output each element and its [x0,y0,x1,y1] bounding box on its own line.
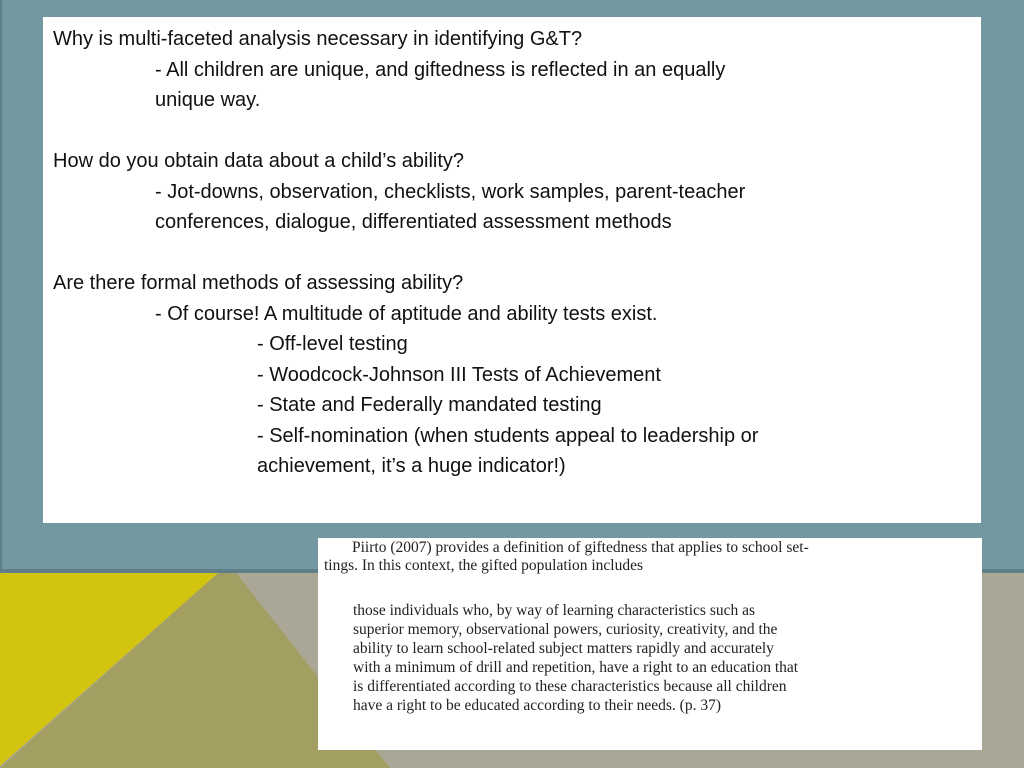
answer-3: - Of course! A multitude of aptitude and ability tests exist. [155,303,658,325]
quote-intro: Piirto (2007) provides a definition of giftedness that applies to school set- [352,539,809,556]
answer-1: - All children are unique, and giftedness is reflected in an equally [155,59,726,81]
question-2: How do you obtain data about a child’s ability? [53,150,465,172]
answer-1-cont: unique way. [155,89,261,111]
sub-item: - Off-level testing [257,333,408,355]
answer-2-cont: conferences, dialogue, differentiated assessment methods [155,211,672,233]
sub-item: - Self-nomination (when students appeal to leadership or [257,425,759,447]
quote-body-line: have a right to be educated according to their needs. (p. 37) [353,697,721,714]
sub-item-cont: achievement, it’s a huge indicator!) [257,455,566,477]
quote-intro: tings. In this context, the gifted population includes [324,557,643,574]
answer-2: - Jot-downs, observation, checklists, work samples, parent-teacher [155,181,746,203]
sub-item: - State and Federally mandated testing [257,394,602,416]
question-1: Why is multi-faceted analysis necessary in identifying G&T? [53,28,583,50]
quote-body-line: is differentiated according to these characteristics because all children [353,678,787,695]
quote-body-line: with a minimum of drill and repetition, have a right to an education that [353,659,799,676]
quote-body-line: those individuals who, by way of learning characteristics such as [353,602,756,619]
content-box [43,17,981,523]
quote-body-line: ability to learn school-related subject matters rapidly and accurately [353,640,774,657]
quote-image [318,538,982,750]
sub-item: - Woodcock-Johnson III Tests of Achievement [257,364,661,386]
question-3: Are there formal methods of assessing ability? [53,272,464,294]
quote-body-line: superior memory, observational powers, curiosity, creativity, and the [353,621,778,638]
